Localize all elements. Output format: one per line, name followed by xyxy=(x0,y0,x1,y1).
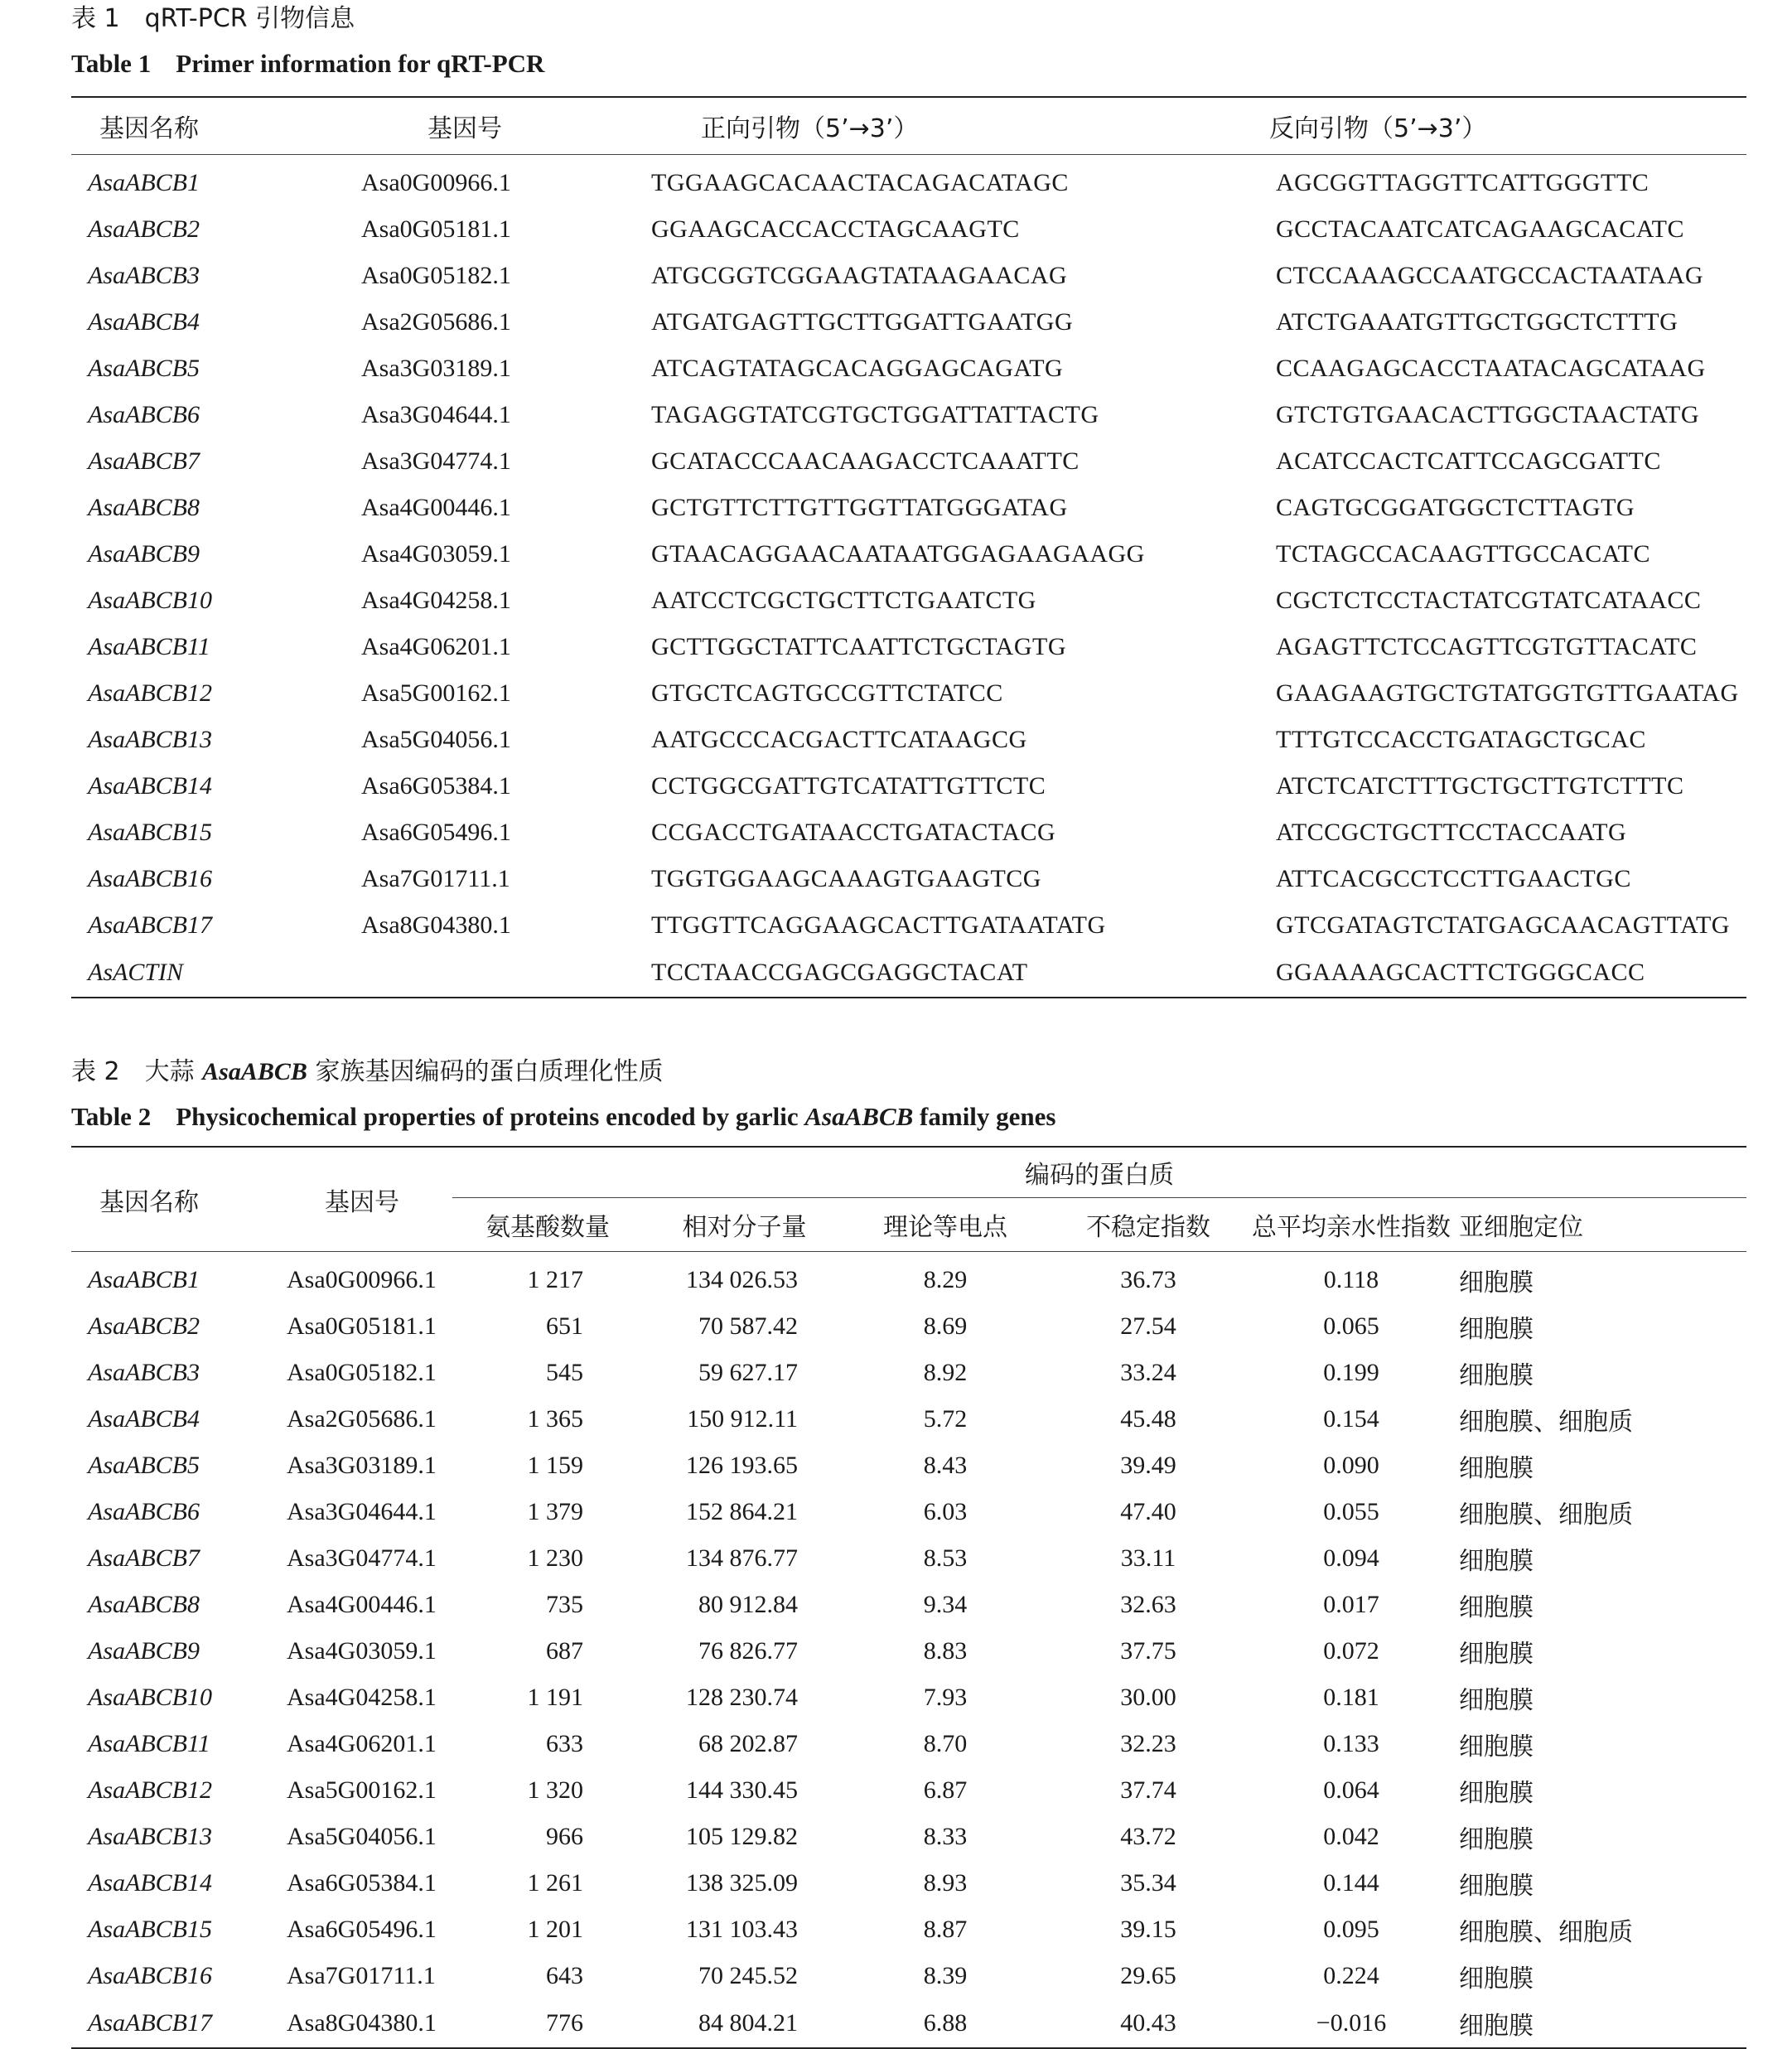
isoelectric-point-cell: 5.72 xyxy=(923,1405,968,1433)
table-row xyxy=(71,577,1746,624)
instability-index-cell: 39.15 xyxy=(1120,1916,1176,1943)
gene-id-cell: Asa4G06201.1 xyxy=(361,633,511,660)
gravy-cell: 0.133 xyxy=(1323,1730,1379,1757)
gravy-cell: 0.090 xyxy=(1323,1452,1379,1479)
gravy-cell: 0.144 xyxy=(1323,1869,1379,1897)
molecular-weight-cell: 70 587.42 xyxy=(698,1312,798,1340)
instability-index-cell: 33.24 xyxy=(1120,1359,1176,1386)
isoelectric-point-cell: 8.33 xyxy=(923,1823,968,1850)
gene-name-cell: AsaABCB10 xyxy=(88,587,212,614)
amino-acid-count-cell: 1 379 xyxy=(527,1498,583,1525)
table-row xyxy=(71,392,1746,438)
forward-primer-cell: ATCAGTATAGCACAGGAGCAGATG xyxy=(651,355,1064,382)
table-row xyxy=(71,438,1746,485)
molecular-weight-cell: 68 202.87 xyxy=(698,1730,798,1757)
subcellular-location-cell: 细胞膜 xyxy=(1459,1269,1534,1298)
molecular-weight-cell: 134 876.77 xyxy=(686,1544,798,1572)
table-row xyxy=(71,856,1746,902)
gene-id-cell: Asa3G03189.1 xyxy=(287,1452,437,1479)
table1-caption-en xyxy=(71,43,1746,85)
gene-name-cell: AsaABCB2 xyxy=(88,1312,200,1340)
forward-primer-cell: ATGATGAGTTGCTTGGATTGAATGG xyxy=(651,308,1074,336)
gene-id-cell: Asa0G05181.1 xyxy=(287,1312,437,1340)
table-row xyxy=(71,902,1746,949)
table1-caption-cn xyxy=(71,0,1746,38)
reverse-primer-cell: GAAGAAGTGCTGTATGGTGTTGAATAG xyxy=(1276,679,1739,707)
molecular-weight-cell: 152 864.21 xyxy=(686,1498,798,1525)
forward-primer-cell: TAGAGGTATCGTGCTGGATTATTACTG xyxy=(651,401,1099,428)
table-row xyxy=(71,1814,1746,1860)
forward-primer-cell: TGGAAGCACAACTACAGACATAGC xyxy=(651,169,1069,196)
table2-caption-cn-number: 表 2 xyxy=(71,1057,120,1086)
molecular-weight-cell: 138 325.09 xyxy=(686,1869,798,1897)
table-row xyxy=(71,206,1746,253)
gravy-cell: 0.065 xyxy=(1323,1312,1379,1340)
table2-caption-cn-pre: 大蒜 xyxy=(144,1057,203,1086)
gravy-cell: 0.064 xyxy=(1323,1776,1379,1804)
gene-id-cell: Asa0G00966.1 xyxy=(361,169,511,196)
gene-name-cell: AsaABCB17 xyxy=(88,2009,212,2037)
gene-id-cell: Asa5G00162.1 xyxy=(287,1776,437,1804)
subcellular-location-cell: 细胞膜 xyxy=(1459,2012,1534,2041)
gene-name-cell: AsaABCB10 xyxy=(88,1684,212,1711)
subcellular-location-cell: 细胞膜 xyxy=(1459,1640,1534,1669)
table1-caption-en-text: Primer information for qRT-PCR xyxy=(176,49,545,78)
gene-id-cell: Asa6G05496.1 xyxy=(361,819,511,846)
gene-name-cell: AsaABCB12 xyxy=(88,679,212,707)
instability-index-cell: 39.49 xyxy=(1120,1452,1176,1479)
gene-name-cell: AsaABCB5 xyxy=(88,355,200,382)
gene-name-cell: AsaABCB8 xyxy=(88,494,200,521)
gene-id-cell: Asa3G04774.1 xyxy=(287,1544,437,1572)
gene-id-cell: Asa5G00162.1 xyxy=(361,679,511,707)
molecular-weight-cell: 131 103.43 xyxy=(686,1916,798,1943)
gene-name-cell: AsaABCB5 xyxy=(88,1452,200,1479)
isoelectric-point-cell: 8.93 xyxy=(923,1869,968,1897)
molecular-weight-cell: 134 026.53 xyxy=(686,1266,798,1293)
isoelectric-point-cell: 6.87 xyxy=(923,1776,968,1804)
subcellular-location-cell: 细胞膜 xyxy=(1459,1686,1534,1715)
gene-name-cell: AsaABCB7 xyxy=(88,447,200,475)
forward-primer-cell: TGGTGGAAGCAAAGTGAAGTCG xyxy=(651,865,1041,892)
isoelectric-point-cell: 8.70 xyxy=(923,1730,968,1757)
gene-id-cell: Asa6G05384.1 xyxy=(287,1869,437,1897)
header-encoded-protein: 编码的蛋白质 xyxy=(452,1147,1746,1198)
header-gene-id: 基因号 xyxy=(270,1147,452,1252)
reverse-primer-cell: CAGTGCGGATGGCTCTTAGTG xyxy=(1276,494,1635,521)
instability-index-cell: 43.72 xyxy=(1120,1823,1176,1850)
gene-name-cell: AsaABCB16 xyxy=(88,865,212,892)
table-row xyxy=(71,1535,1746,1582)
subcellular-location-cell: 细胞膜 xyxy=(1459,1732,1534,1761)
amino-acid-count-cell: 735 xyxy=(546,1591,583,1618)
isoelectric-point-cell: 7.93 xyxy=(923,1684,968,1711)
forward-primer-cell: GTAACAGGAACAATAATGGAGAAGAAGG xyxy=(651,540,1145,568)
gene-id-cell: Asa4G06201.1 xyxy=(287,1730,437,1757)
gene-name-cell: AsaABCB2 xyxy=(88,215,200,243)
table1-caption-cn-number: 表 1 xyxy=(71,4,120,33)
isoelectric-point-cell: 8.39 xyxy=(923,1962,968,1989)
gene-id-cell: Asa2G05686.1 xyxy=(287,1405,437,1433)
reverse-primer-cell: AGAGTTCTCCAGTTCGTGTTACATC xyxy=(1276,633,1698,660)
table2-caption-cn xyxy=(71,1053,1746,1091)
molecular-weight-cell: 150 912.11 xyxy=(687,1405,798,1433)
subcellular-location-cell: 细胞膜、细胞质 xyxy=(1459,1408,1633,1437)
gravy-cell: 0.094 xyxy=(1323,1544,1379,1572)
forward-primer-cell: CCTGGCGATTGTCATATTGTTCTC xyxy=(651,772,1046,800)
gene-name-cell: AsaABCB17 xyxy=(88,911,212,939)
table-row xyxy=(71,155,1746,207)
gene-id-cell: Asa4G03059.1 xyxy=(361,540,511,568)
table-row xyxy=(71,346,1746,392)
gene-name-cell: AsaABCB3 xyxy=(88,262,200,289)
subcellular-location-cell: 细胞膜 xyxy=(1459,1779,1534,1808)
reverse-primer-cell: CTCCAAAGCCAATGCCACTAATAAG xyxy=(1276,262,1704,289)
instability-index-cell: 32.23 xyxy=(1120,1730,1176,1757)
instability-index-cell: 32.63 xyxy=(1120,1591,1176,1618)
table-row xyxy=(71,1489,1746,1535)
primer-table xyxy=(71,96,1746,998)
forward-primer-cell: GGAAGCACCACCTAGCAAGTC xyxy=(651,215,1020,243)
subcellular-location-cell: 细胞膜、细胞质 xyxy=(1459,1918,1633,1947)
gene-name-cell: AsaABCB15 xyxy=(88,1916,212,1943)
gene-id-cell xyxy=(345,949,618,998)
instability-index-cell: 36.73 xyxy=(1120,1266,1176,1293)
reverse-primer-cell: TCTAGCCACAAGTTGCCACATC xyxy=(1276,540,1650,568)
molecular-weight-cell: 80 912.84 xyxy=(698,1591,798,1618)
forward-primer-cell: GCTTGGCTATTCAATTCTGCTAGTG xyxy=(651,633,1066,660)
gene-id-cell: Asa7G01711.1 xyxy=(361,865,510,892)
table-row xyxy=(71,624,1746,670)
molecular-weight-cell: 144 330.45 xyxy=(686,1776,798,1804)
amino-acid-count-cell: 1 201 xyxy=(527,1916,583,1943)
subcellular-location-cell: 细胞膜 xyxy=(1459,1872,1534,1901)
gene-name-cell: AsaABCB3 xyxy=(88,1359,200,1386)
forward-primer-cell: TTGGTTCAGGAAGCACTTGATAATATG xyxy=(651,911,1106,939)
isoelectric-point-cell: 9.34 xyxy=(923,1591,968,1618)
amino-acid-count-cell: 545 xyxy=(546,1359,583,1386)
gravy-cell: 0.118 xyxy=(1323,1266,1379,1293)
isoelectric-point-cell: 8.53 xyxy=(923,1544,968,1572)
subcellular-location-cell: 细胞膜 xyxy=(1459,1315,1534,1344)
reverse-primer-cell: ATCCGCTGCTTCCTACCAATG xyxy=(1276,819,1627,846)
amino-acid-count-cell: 651 xyxy=(546,1312,583,1340)
table-row xyxy=(71,1303,1746,1350)
table1-caption-en-number: Table 1 xyxy=(71,49,152,78)
reverse-primer-cell: GTCGATAGTCTATGAGCAACAGTTATG xyxy=(1276,911,1730,939)
gene-name-cell: AsaABCB13 xyxy=(88,1823,212,1850)
table-row xyxy=(71,1252,1746,1304)
table-row xyxy=(71,1721,1746,1767)
gravy-cell: −0.016 xyxy=(1316,2009,1387,2037)
instability-index-cell: 29.65 xyxy=(1120,1962,1176,1989)
table-row xyxy=(71,253,1746,299)
instability-index-cell: 37.75 xyxy=(1120,1637,1176,1665)
gene-id-cell: Asa8G04380.1 xyxy=(287,2009,437,2037)
isoelectric-point-cell: 8.87 xyxy=(923,1916,968,1943)
gene-name-cell: AsaABCB13 xyxy=(88,726,212,753)
table-row xyxy=(71,1953,1746,1999)
gene-id-cell: Asa4G03059.1 xyxy=(287,1637,437,1665)
gene-id-cell: Asa3G04774.1 xyxy=(361,447,511,475)
gene-id-cell: Asa4G04258.1 xyxy=(361,587,511,614)
instability-index-cell: 35.34 xyxy=(1120,1869,1176,1897)
reverse-primer-cell: TTTGTCCACCTGATAGCTGCAC xyxy=(1276,726,1646,753)
gene-name-cell: AsaABCB6 xyxy=(88,1498,200,1525)
molecular-weight-cell: 126 193.65 xyxy=(686,1452,798,1479)
gene-id-cell: Asa4G04258.1 xyxy=(287,1684,437,1711)
gravy-cell: 0.154 xyxy=(1323,1405,1379,1433)
header-isoelectric-point: 理论等电点 xyxy=(846,1198,1045,1252)
instability-index-cell: 47.40 xyxy=(1120,1498,1176,1525)
primer-table-body xyxy=(71,155,1746,998)
reverse-primer-cell: ACATCCACTCATTCCAGCGATTC xyxy=(1276,447,1661,475)
table-row xyxy=(71,809,1746,856)
forward-primer-cell: AATCCTCGCTGCTTCTGAATCTG xyxy=(651,587,1036,614)
gene-id-cell: Asa6G05496.1 xyxy=(287,1916,437,1943)
header-amino-acid-count: 氨基酸数量 xyxy=(452,1198,643,1252)
protein-table-body xyxy=(71,1252,1746,2049)
gene-name-cell: AsaABCB15 xyxy=(88,819,212,846)
gene-name-cell: AsaABCB4 xyxy=(88,1405,200,1433)
forward-primer-cell: CCGACCTGATAACCTGATACTACG xyxy=(651,819,1056,846)
reverse-primer-cell: GGAAAAGCACTTCTGGGCACC xyxy=(1276,959,1645,986)
amino-acid-count-cell: 687 xyxy=(546,1637,583,1665)
forward-primer-cell: GTGCTCAGTGCCGTTCTATCC xyxy=(651,679,1003,707)
molecular-weight-cell: 76 826.77 xyxy=(698,1637,798,1665)
protein-properties-table xyxy=(71,1146,1746,2049)
table-row xyxy=(71,531,1746,577)
table-row xyxy=(71,1860,1746,1906)
gravy-cell: 0.181 xyxy=(1323,1684,1379,1711)
table-row xyxy=(71,1767,1746,1814)
amino-acid-count-cell: 1 159 xyxy=(527,1452,583,1479)
table2-caption-en-number: Table 2 xyxy=(71,1102,152,1131)
table-row xyxy=(71,670,1746,717)
gravy-cell: 0.224 xyxy=(1323,1962,1379,1989)
molecular-weight-cell: 59 627.17 xyxy=(698,1359,798,1386)
table-row xyxy=(71,1582,1746,1628)
reverse-primer-cell: ATTCACGCCTCCTTGAACTGC xyxy=(1276,865,1631,892)
gene-name-cell: AsaABCB1 xyxy=(88,1266,200,1293)
table2-caption-en xyxy=(71,1096,1746,1138)
header-instability-index: 不稳定指数 xyxy=(1045,1198,1252,1252)
table2-caption-en-gene: AsaABCB xyxy=(804,1102,914,1131)
gene-id-cell: Asa0G05181.1 xyxy=(361,215,511,243)
table-row xyxy=(71,1628,1746,1674)
header-subcellular-location: 亚细胞定位 xyxy=(1451,1198,1746,1252)
instability-index-cell: 27.54 xyxy=(1120,1312,1176,1340)
reverse-primer-cell: CCAAGAGCACCTAATACAGCATAAG xyxy=(1276,355,1706,382)
header-gene-id: 基因号 xyxy=(427,114,502,143)
gene-id-cell: Asa0G05182.1 xyxy=(287,1359,437,1386)
header-reverse-primer: 反向引物（5’→3’） xyxy=(1269,114,1487,143)
gene-name-cell: AsaABCB4 xyxy=(88,308,200,336)
header-gene-name: 基因名称 xyxy=(99,114,199,143)
gene-id-cell: Asa0G05182.1 xyxy=(361,262,511,289)
header-forward-primer: 正向引物（5’→3’） xyxy=(701,114,919,143)
gene-id-cell: Asa4G00446.1 xyxy=(287,1591,437,1618)
gene-name-cell: AsaABCB9 xyxy=(88,540,200,568)
gene-name-cell: AsaABCB11 xyxy=(88,1730,210,1757)
gene-name-cell: AsACTIN xyxy=(88,959,184,986)
amino-acid-count-cell: 1 320 xyxy=(527,1776,583,1804)
isoelectric-point-cell: 8.29 xyxy=(923,1266,968,1293)
header-molecular-weight: 相对分子量 xyxy=(643,1198,846,1252)
molecular-weight-cell: 105 129.82 xyxy=(686,1823,798,1850)
gene-name-cell: AsaABCB11 xyxy=(88,633,210,660)
gene-name-cell: AsaABCB12 xyxy=(88,1776,212,1804)
gene-id-cell: Asa3G03189.1 xyxy=(361,355,511,382)
reverse-primer-cell: GCCTACAATCATCAGAAGCACATC xyxy=(1276,215,1684,243)
gene-id-cell: Asa3G04644.1 xyxy=(361,401,511,428)
molecular-weight-cell: 128 230.74 xyxy=(686,1684,798,1711)
gene-id-cell: Asa5G04056.1 xyxy=(287,1823,437,1850)
amino-acid-count-cell: 1 230 xyxy=(527,1544,583,1572)
amino-acid-count-cell: 633 xyxy=(546,1730,583,1757)
gene-name-cell: AsaABCB6 xyxy=(88,401,200,428)
amino-acid-count-cell: 1 261 xyxy=(527,1869,583,1897)
instability-index-cell: 30.00 xyxy=(1120,1684,1176,1711)
reverse-primer-cell: CGCTCTCCTACTATCGTATCATAACC xyxy=(1276,587,1702,614)
amino-acid-count-cell: 1 217 xyxy=(527,1266,583,1293)
subcellular-location-cell: 细胞膜 xyxy=(1459,1825,1534,1854)
reverse-primer-cell: ATCTGAAATGTTGCTGGCTCTTTG xyxy=(1276,308,1678,336)
subcellular-location-cell: 细胞膜 xyxy=(1459,1454,1534,1483)
forward-primer-cell: GCTGTTCTTGTTGGTTATGGGATAG xyxy=(651,494,1068,521)
isoelectric-point-cell: 6.88 xyxy=(923,2009,968,2037)
amino-acid-count-cell: 966 xyxy=(546,1823,583,1850)
forward-primer-cell: GCATACCCAACAAGACCTCAAATTC xyxy=(651,447,1080,475)
isoelectric-point-cell: 6.03 xyxy=(923,1498,968,1525)
table1-caption-cn-text: qRT-PCR 引物信息 xyxy=(144,4,355,33)
amino-acid-count-cell: 643 xyxy=(546,1962,583,1989)
subcellular-location-cell: 细胞膜 xyxy=(1459,1593,1534,1622)
header-gene-name: 基因名称 xyxy=(71,1147,270,1252)
protein-table-header-row-1 xyxy=(71,1147,1746,1198)
table2-caption-en-pre: Physicochemical properties of proteins encoded by garlic xyxy=(176,1102,805,1131)
forward-primer-cell: AATGCCCACGACTTCATAAGCG xyxy=(651,726,1027,753)
table-row xyxy=(71,763,1746,809)
gene-id-cell: Asa8G04380.1 xyxy=(361,911,511,939)
table-row xyxy=(71,1350,1746,1396)
amino-acid-count-cell: 1 365 xyxy=(527,1405,583,1433)
isoelectric-point-cell: 8.43 xyxy=(923,1452,968,1479)
gravy-cell: 0.072 xyxy=(1323,1637,1379,1665)
table-row xyxy=(71,1999,1746,2048)
gravy-cell: 0.055 xyxy=(1323,1498,1379,1525)
table2-caption-cn-gene: AsaABCB xyxy=(202,1058,307,1085)
gravy-cell: 0.017 xyxy=(1323,1591,1379,1618)
gene-id-cell: Asa2G05686.1 xyxy=(361,308,511,336)
gene-name-cell: AsaABCB7 xyxy=(88,1544,200,1572)
molecular-weight-cell: 70 245.52 xyxy=(698,1962,798,1989)
forward-primer-cell: TCCTAACCGAGCGAGGCTACAT xyxy=(651,959,1028,986)
table2-caption-en-post: family genes xyxy=(913,1102,1056,1131)
subcellular-location-cell: 细胞膜、细胞质 xyxy=(1459,1501,1633,1530)
primer-table-header-row xyxy=(71,97,1746,155)
gene-name-cell: AsaABCB16 xyxy=(88,1962,212,1989)
table-row xyxy=(71,717,1746,763)
table-row xyxy=(71,1674,1746,1721)
table-row xyxy=(71,485,1746,531)
document-page xyxy=(71,0,1746,2049)
gene-id-cell: Asa6G05384.1 xyxy=(361,772,511,800)
gene-id-cell: Asa5G04056.1 xyxy=(361,726,511,753)
reverse-primer-cell: GTCTGTGAACACTTGGCTAACTATG xyxy=(1276,401,1700,428)
table-row xyxy=(71,299,1746,346)
table2-caption-cn-post: 家族基因编码的蛋白质理化性质 xyxy=(307,1057,664,1086)
table-row xyxy=(71,1906,1746,1953)
isoelectric-point-cell: 8.83 xyxy=(923,1637,968,1665)
instability-index-cell: 37.74 xyxy=(1120,1776,1176,1804)
reverse-primer-cell: ATCTCATCTTTGCTGCTTGTCTTTC xyxy=(1276,772,1684,800)
gravy-cell: 0.095 xyxy=(1323,1916,1379,1943)
gene-id-cell: Asa3G04644.1 xyxy=(287,1498,437,1525)
instability-index-cell: 40.43 xyxy=(1120,2009,1176,2037)
table-row xyxy=(71,1396,1746,1443)
instability-index-cell: 45.48 xyxy=(1120,1405,1176,1433)
molecular-weight-cell: 84 804.21 xyxy=(698,2009,798,2037)
amino-acid-count-cell: 776 xyxy=(546,2009,583,2037)
gene-name-cell: AsaABCB8 xyxy=(88,1591,200,1618)
isoelectric-point-cell: 8.92 xyxy=(923,1359,968,1386)
gene-id-cell: Asa0G00966.1 xyxy=(287,1266,437,1293)
header-gravy: 总平均亲水性指数 xyxy=(1252,1198,1451,1252)
table-row xyxy=(71,949,1746,998)
amino-acid-count-cell: 1 191 xyxy=(527,1684,583,1711)
reverse-primer-cell: AGCGGTTAGGTTCATTGGGTTC xyxy=(1276,169,1650,196)
isoelectric-point-cell: 8.69 xyxy=(923,1312,968,1340)
gravy-cell: 0.042 xyxy=(1323,1823,1379,1850)
gene-name-cell: AsaABCB14 xyxy=(88,1869,212,1897)
subcellular-location-cell: 细胞膜 xyxy=(1459,1361,1534,1390)
table-row xyxy=(71,1443,1746,1489)
gene-name-cell: AsaABCB14 xyxy=(88,772,212,800)
gene-id-cell: Asa4G00446.1 xyxy=(361,494,511,521)
instability-index-cell: 33.11 xyxy=(1120,1544,1176,1572)
subcellular-location-cell: 细胞膜 xyxy=(1459,1547,1534,1576)
gene-name-cell: AsaABCB1 xyxy=(88,169,200,196)
forward-primer-cell: ATGCGGTCGGAAGTATAAGAACAG xyxy=(651,262,1068,289)
subcellular-location-cell: 细胞膜 xyxy=(1459,1964,1534,1993)
gene-id-cell: Asa7G01711.1 xyxy=(287,1962,436,1989)
gene-name-cell: AsaABCB9 xyxy=(88,1637,200,1665)
gravy-cell: 0.199 xyxy=(1323,1359,1379,1386)
